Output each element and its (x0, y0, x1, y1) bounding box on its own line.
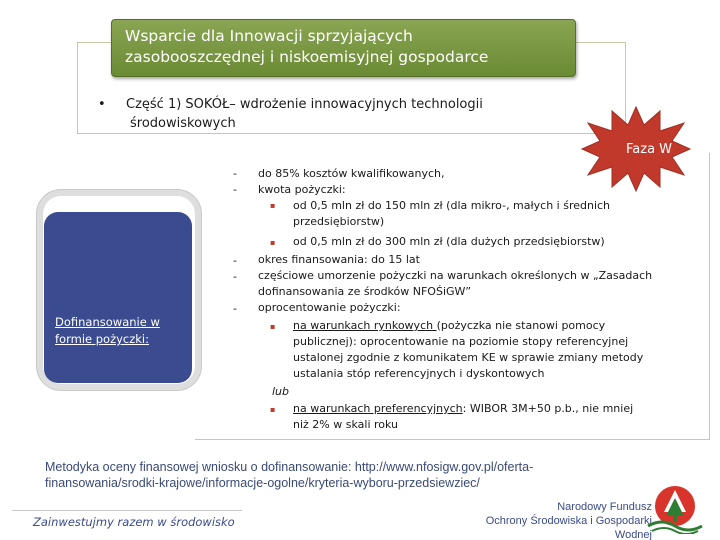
square-bullet-icon: ▪ (270, 322, 276, 331)
slide-subtitle (98, 95, 603, 133)
org-name: Narodowy Fundusz Ochrony Środowiska i Gospodarki Wodnej (485, 501, 652, 540)
dash-marker: - (233, 183, 237, 196)
detail-line: okres finansowania: do 15 lat (258, 253, 420, 266)
square-bullet-icon: ▪ (270, 201, 276, 210)
square-bullet-icon: ▪ (270, 238, 276, 247)
dash-marker: - (233, 167, 237, 180)
detail-line (293, 401, 633, 417)
methodology-link[interactable]: Metodyka oceny finansowej wniosku o dofinansowanie: http://www.nfosigw.gov.pl/oferta- finansowania/srodki-krajowe/informacje-ogolne/kryteria-wyboru-przedsiewziec/ (45, 460, 534, 490)
detail-line: częściowe umorzenie pożyczki na warunkach określonych w „Zasadach (258, 269, 653, 282)
detail-line: oprocentowanie pożyczki: (258, 301, 401, 314)
detail-line: publicznej): oprocentowanie na poziomie stopy referencyjnej (293, 335, 629, 348)
detail-line: kwota pożyczki: (258, 183, 346, 196)
subtitle-bullet: • (98, 97, 106, 112)
slide-title: Wsparcie dla Innowacji sprzyjających zasobooszczędnej i niskoemisyjnej gospodarce (111, 19, 576, 77)
dash-marker: - (233, 270, 237, 283)
side-label: Dofinansowanie w formie pożyczki: (55, 315, 160, 346)
dash-marker: - (233, 302, 237, 315)
nfosigw-logo-icon (642, 482, 708, 534)
detail-line (293, 318, 605, 334)
footer-motto: Zainwestujmy razem w środowisko (33, 515, 235, 529)
detail-line: od 0,5 mln zł do 300 mln zł (dla dużych przedsiębiorstw) (293, 235, 605, 248)
dash-marker: - (233, 254, 237, 267)
market-terms-rest: (pożyczka nie stanowi pomocy (436, 319, 606, 332)
phase-label: Faza W (626, 142, 673, 157)
footer-divider (12, 510, 242, 511)
detail-line: niż 2% w skali roku (293, 418, 399, 431)
side-box (44, 212, 192, 383)
detail-line: do 85% kosztów kwalifikowanych, (258, 167, 445, 180)
detail-line: przedsiębiorstw) (293, 215, 385, 228)
subtitle-text: Część 1) SOKÓŁ– wdrożenie innowacyjnych technologii środowiskowych (126, 97, 483, 131)
market-terms-text: na warunkach rynkowych (293, 319, 437, 332)
square-bullet-icon: ▪ (270, 405, 276, 414)
or-label: lub (272, 385, 290, 398)
detail-line: ustalania stóp referencyjnych i dyskontowych (293, 367, 545, 380)
detail-line: dofinansowania ze środków NFOŚiGW” (258, 285, 472, 298)
detail-line: ustalonej zgodnie z komunikatem KE w sprawie zmiany metody (293, 351, 644, 364)
preferential-terms-rest: : WIBOR 3M+50 p.b., nie mniej (462, 402, 634, 415)
detail-line: od 0,5 mln zł do 150 mln zł (dla mikro-, małych i średnich (293, 199, 611, 212)
preferential-terms-text: na warunkach preferencyjnych (293, 402, 463, 415)
